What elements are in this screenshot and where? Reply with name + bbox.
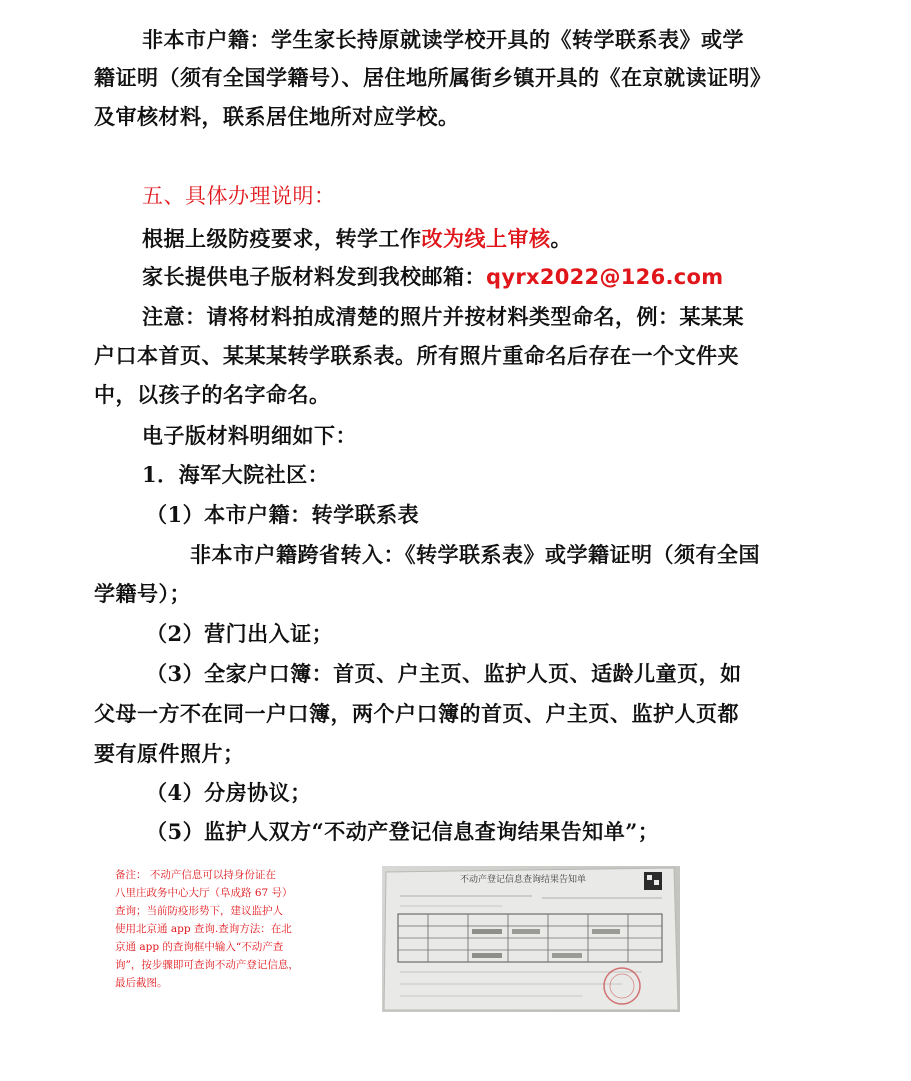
remark-line: 使用北京通 app 查询.查询方法：在北 — [115, 923, 292, 935]
item-1-sub-line-1: 非本市户籍跨省转入：《转学联系表》或学籍证明（须有全国 — [190, 542, 760, 567]
item-5: （5）监护人双方“不动产登记信息查询结果告知单”； — [146, 819, 660, 844]
item-3-line-3: 要有原件照片； — [94, 741, 245, 766]
online-review-suffix: 。 — [550, 226, 572, 251]
section-heading: 五、具体办理说明： — [142, 184, 336, 208]
remark-line: 八里庄政务中心大厅（阜成路 67 号） — [115, 887, 293, 899]
remark-line: 京通 app 的查询框中输入“不动产查 — [115, 941, 284, 953]
property-notice-illustration — [382, 866, 680, 1012]
item-2: （2）营门出入证； — [146, 621, 334, 646]
notice-line-2: 户口本首页、某某某转学联系表。所有照片重命名后存在一个文件夹 — [94, 343, 739, 368]
community-heading: 1．海军大院社区： — [142, 462, 330, 487]
online-review-highlight: 改为线上审核 — [421, 226, 551, 251]
detail-intro: 电子版材料明细如下： — [142, 423, 357, 448]
qr-code-icon — [644, 872, 662, 890]
email-prefix: 家长提供电子版材料发到我校邮箱： — [142, 264, 486, 289]
text-line-1: 非本市户籍：学生家长持原就读学校开具的《转学联系表》或学 — [142, 27, 744, 52]
item-1: （1）本市户籍：转学联系表 — [146, 502, 420, 527]
email-line — [142, 263, 723, 291]
online-review-prefix: 根据上级防疫要求，转学工作 — [142, 226, 422, 251]
online-review-line — [142, 225, 572, 253]
item-3-line-2: 父母一方不在同一户口簿，两个户口簿的首页、户主页、监护人页都 — [94, 701, 739, 726]
photo-title: 不动产登记信息查询结果告知单 — [460, 875, 587, 885]
item-3-line-1: （3）全家户口簿：首页、户主页、监护人页、适龄儿童页，如 — [146, 661, 742, 686]
remark-note — [115, 866, 325, 992]
text-line-3: 及审核材料，联系居住地所对应学校。 — [94, 104, 460, 129]
email-address[interactable]: qyrx2022@126.com — [486, 265, 724, 289]
item-1-sub-line-2: 学籍号）； — [94, 581, 191, 606]
property-notice-photo — [382, 866, 680, 1012]
text-line-2: 籍证明（须有全国学籍号）、居住地所属街乡镇开具的《在京就读证明》 — [94, 65, 772, 90]
remark-line: 查询；当前防疫形势下，建议监护人 — [115, 905, 283, 917]
remark-line: 最后截图。 — [115, 977, 168, 989]
notice-line-1: 注意：请将材料拍成清楚的照片并按材料类型命名，例：某某某 — [142, 304, 744, 329]
remark-line: 备注： 不动产信息可以持身份证在 — [115, 869, 276, 881]
notice-line-3: 中，以孩子的名字命名。 — [94, 382, 331, 407]
item-4: （4）分房协议； — [146, 780, 312, 805]
remark-line: 询”，按步骤即可查询不动产登记信息， — [115, 959, 299, 971]
